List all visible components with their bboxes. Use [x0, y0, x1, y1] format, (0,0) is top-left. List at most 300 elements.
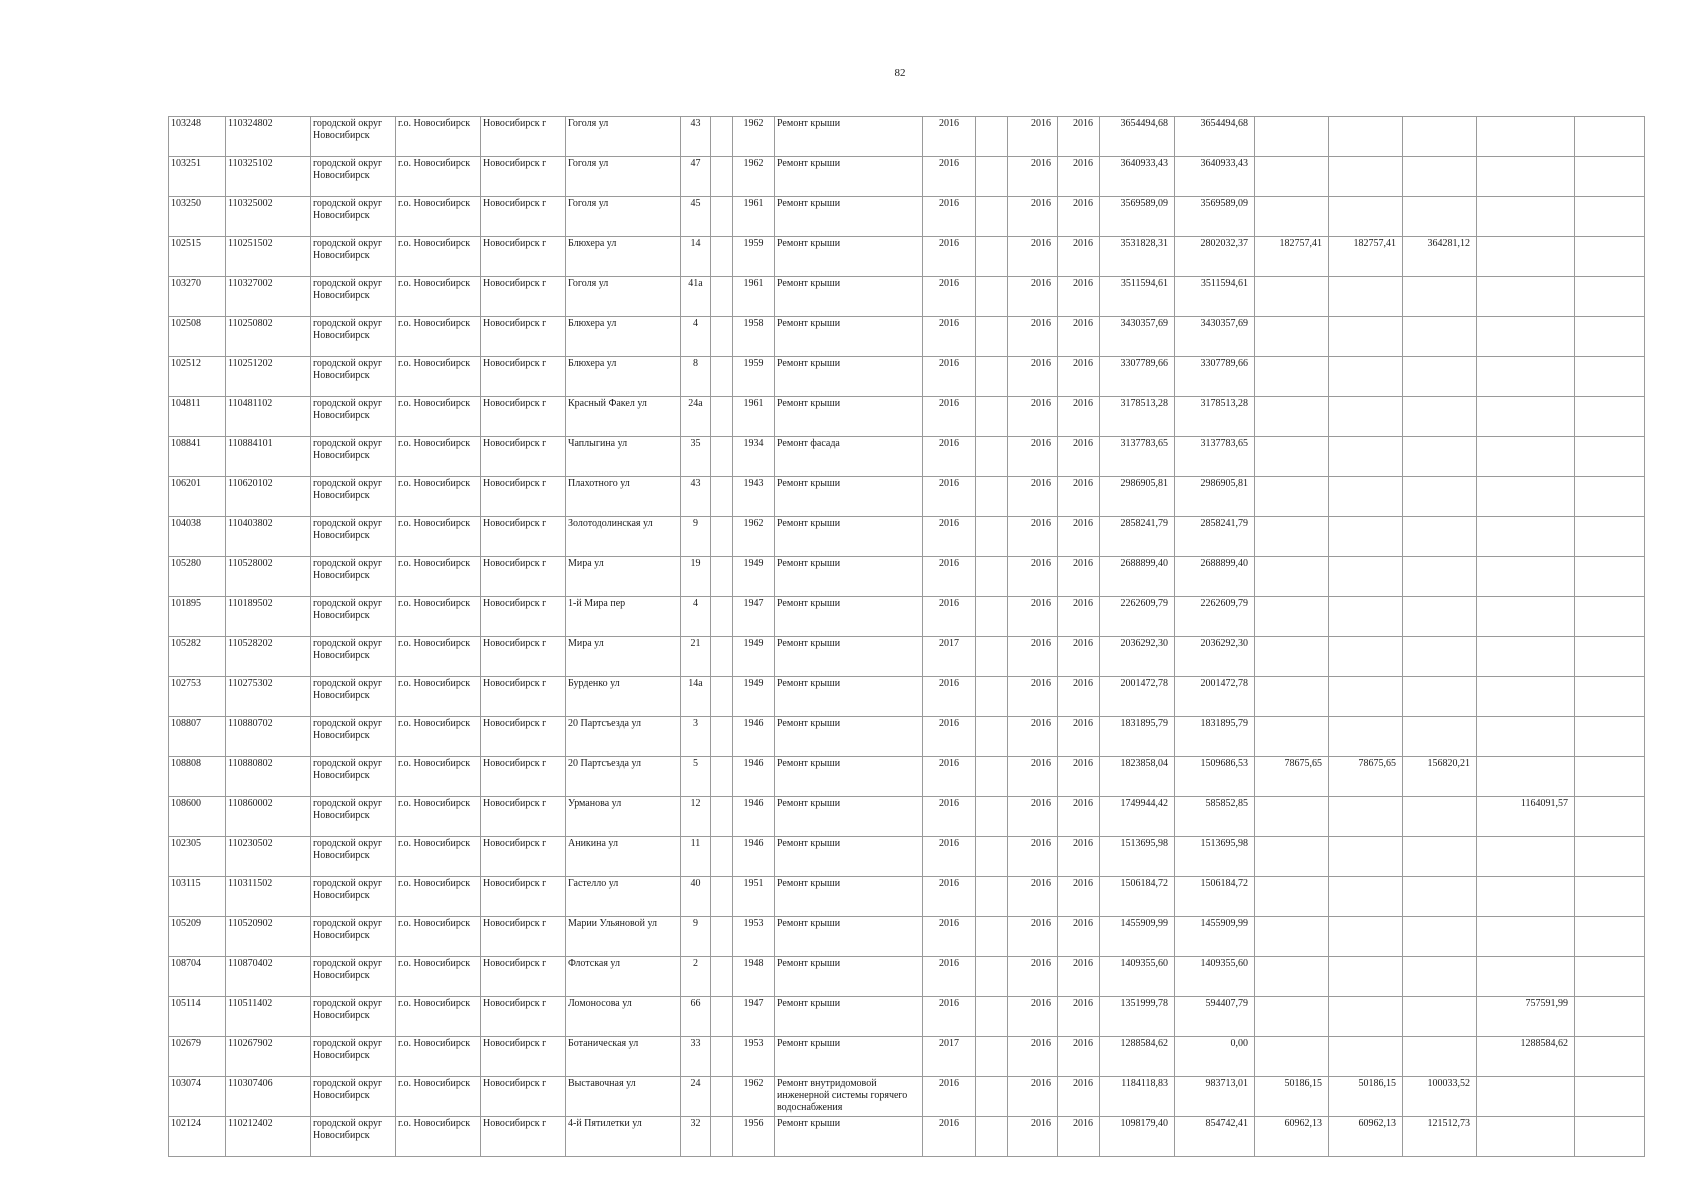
table-row [169, 837, 1645, 877]
plan-year-cell: 2016 [923, 117, 976, 157]
house-letter-cell [711, 597, 733, 637]
table-row [169, 1037, 1645, 1077]
total-cost-cell: 1513695,98 [1100, 837, 1175, 877]
build-year-cell: 1949 [733, 557, 775, 597]
record-code-cell: 110860002 [226, 797, 311, 837]
end-year-cell: 2016 [1058, 317, 1100, 357]
house-number-cell: 4 [681, 597, 711, 637]
house-letter-cell [711, 1037, 733, 1077]
regional-funds-cell [1329, 437, 1403, 477]
total-cost-cell: 3137783,65 [1100, 437, 1175, 477]
owner-funds-cell [1477, 197, 1575, 237]
blank-col-cell [976, 397, 1008, 437]
settlement-cell: Новосибирск г [481, 477, 566, 517]
regional-operator-funds-cell: 2001472,78 [1175, 677, 1255, 717]
object-id-cell: 105280 [169, 557, 226, 597]
work-type-cell: Ремонт крыши [775, 997, 923, 1037]
blank-col-cell [976, 717, 1008, 757]
table-row [169, 757, 1645, 797]
object-id-cell: 102124 [169, 1117, 226, 1157]
build-year-cell: 1962 [733, 1077, 775, 1117]
settlement-cell: Новосибирск г [481, 877, 566, 917]
settlement-cell: Новосибирск г [481, 517, 566, 557]
blank-col-cell [976, 277, 1008, 317]
plan-year-cell: 2016 [923, 157, 976, 197]
extra-col-cell [1575, 397, 1645, 437]
street-cell: 4-й Пятилетки ул [566, 1117, 681, 1157]
work-type-cell: Ремонт крыши [775, 1037, 923, 1077]
federal-funds-cell [1255, 557, 1329, 597]
federal-funds-cell: 182757,41 [1255, 237, 1329, 277]
house-number-cell: 19 [681, 557, 711, 597]
end-year-cell: 2016 [1058, 597, 1100, 637]
settlement-cell: Новосибирск г [481, 317, 566, 357]
blank-col-cell [976, 237, 1008, 277]
work-type-cell: Ремонт крыши [775, 317, 923, 357]
owner-funds-cell [1477, 357, 1575, 397]
house-letter-cell [711, 517, 733, 557]
federal-funds-cell [1255, 317, 1329, 357]
settlement-cell: Новосибирск г [481, 717, 566, 757]
extra-col-cell [1575, 877, 1645, 917]
owner-funds-cell [1477, 1077, 1575, 1117]
table-row [169, 957, 1645, 997]
record-code-cell: 110528202 [226, 637, 311, 677]
record-code-cell: 110520902 [226, 917, 311, 957]
house-letter-cell [711, 317, 733, 357]
total-cost-cell: 3654494,68 [1100, 117, 1175, 157]
house-number-cell: 12 [681, 797, 711, 837]
work-type-cell: Ремонт крыши [775, 477, 923, 517]
local-funds-cell [1403, 917, 1477, 957]
table-row [169, 917, 1645, 957]
regional-operator-funds-cell: 3307789,66 [1175, 357, 1255, 397]
federal-funds-cell [1255, 357, 1329, 397]
municipality-cell: г.о. Новосибирск [396, 557, 481, 597]
municipality-cell: г.о. Новосибирск [396, 837, 481, 877]
object-id-cell: 103250 [169, 197, 226, 237]
federal-funds-cell [1255, 997, 1329, 1037]
municipal-district-cell: городской округ Новосибирск [311, 637, 396, 677]
end-year-cell: 2016 [1058, 1077, 1100, 1117]
municipal-district-cell: городской округ Новосибирск [311, 1117, 396, 1157]
local-funds-cell [1403, 637, 1477, 677]
house-number-cell: 14 [681, 237, 711, 277]
owner-funds-cell [1477, 517, 1575, 557]
municipality-cell: г.о. Новосибирск [396, 717, 481, 757]
federal-funds-cell [1255, 917, 1329, 957]
start-year-cell: 2016 [1008, 277, 1058, 317]
street-cell: Аникина ул [566, 837, 681, 877]
owner-funds-cell [1477, 717, 1575, 757]
end-year-cell: 2016 [1058, 997, 1100, 1037]
house-number-cell: 5 [681, 757, 711, 797]
table-row [169, 397, 1645, 437]
regional-operator-funds-cell: 585852,85 [1175, 797, 1255, 837]
owner-funds-cell [1477, 597, 1575, 637]
regional-funds-cell [1329, 197, 1403, 237]
start-year-cell: 2016 [1008, 357, 1058, 397]
municipal-district-cell: городской округ Новосибирск [311, 517, 396, 557]
house-letter-cell [711, 757, 733, 797]
record-code-cell: 110620102 [226, 477, 311, 517]
record-code-cell: 110230502 [226, 837, 311, 877]
local-funds-cell [1403, 397, 1477, 437]
municipal-district-cell: городской округ Новосибирск [311, 317, 396, 357]
work-type-cell: Ремонт крыши [775, 677, 923, 717]
table-row [169, 157, 1645, 197]
work-type-cell: Ремонт крыши [775, 397, 923, 437]
municipal-district-cell: городской округ Новосибирск [311, 997, 396, 1037]
extra-col-cell [1575, 757, 1645, 797]
plan-year-cell: 2016 [923, 237, 976, 277]
settlement-cell: Новосибирск г [481, 637, 566, 677]
regional-operator-funds-cell: 2262609,79 [1175, 597, 1255, 637]
plan-year-cell: 2016 [923, 477, 976, 517]
regional-operator-funds-cell: 3569589,09 [1175, 197, 1255, 237]
local-funds-cell [1403, 117, 1477, 157]
owner-funds-cell [1477, 117, 1575, 157]
record-code-cell: 110189502 [226, 597, 311, 637]
object-id-cell: 102679 [169, 1037, 226, 1077]
municipal-district-cell: городской округ Новосибирск [311, 237, 396, 277]
plan-year-cell: 2016 [923, 957, 976, 997]
record-code-cell: 110884101 [226, 437, 311, 477]
regional-funds-cell [1329, 557, 1403, 597]
plan-year-cell: 2016 [923, 597, 976, 637]
house-letter-cell [711, 1117, 733, 1157]
local-funds-cell [1403, 317, 1477, 357]
street-cell: Золотодолинская ул [566, 517, 681, 557]
municipal-district-cell: городской округ Новосибирск [311, 877, 396, 917]
house-number-cell: 24а [681, 397, 711, 437]
regional-operator-funds-cell: 854742,41 [1175, 1117, 1255, 1157]
municipal-district-cell: городской округ Новосибирск [311, 197, 396, 237]
municipal-district-cell: городской округ Новосибирск [311, 357, 396, 397]
house-number-cell: 47 [681, 157, 711, 197]
municipal-district-cell: городской округ Новосибирск [311, 437, 396, 477]
end-year-cell: 2016 [1058, 757, 1100, 797]
municipal-district-cell: городской округ Новосибирск [311, 957, 396, 997]
start-year-cell: 2016 [1008, 637, 1058, 677]
table-row [169, 557, 1645, 597]
settlement-cell: Новосибирск г [481, 677, 566, 717]
settlement-cell: Новосибирск г [481, 557, 566, 597]
plan-year-cell: 2016 [923, 317, 976, 357]
record-code-cell: 110511402 [226, 997, 311, 1037]
federal-funds-cell [1255, 517, 1329, 557]
plan-year-cell: 2016 [923, 557, 976, 597]
regional-funds-cell [1329, 917, 1403, 957]
start-year-cell: 2016 [1008, 1077, 1058, 1117]
end-year-cell: 2016 [1058, 917, 1100, 957]
house-letter-cell [711, 717, 733, 757]
municipal-district-cell: городской округ Новосибирск [311, 1077, 396, 1117]
record-code-cell: 110250802 [226, 317, 311, 357]
object-id-cell: 108600 [169, 797, 226, 837]
municipal-district-cell: городской округ Новосибирск [311, 117, 396, 157]
owner-funds-cell: 1288584,62 [1477, 1037, 1575, 1077]
start-year-cell: 2016 [1008, 237, 1058, 277]
work-type-cell: Ремонт крыши [775, 877, 923, 917]
record-code-cell: 110324802 [226, 117, 311, 157]
record-code-cell: 110307406 [226, 1077, 311, 1117]
local-funds-cell: 156820,21 [1403, 757, 1477, 797]
municipal-district-cell: городской округ Новосибирск [311, 917, 396, 957]
object-id-cell: 102508 [169, 317, 226, 357]
blank-col-cell [976, 757, 1008, 797]
federal-funds-cell [1255, 437, 1329, 477]
extra-col-cell [1575, 677, 1645, 717]
build-year-cell: 1961 [733, 197, 775, 237]
total-cost-cell: 1749944,42 [1100, 797, 1175, 837]
municipal-district-cell: городской округ Новосибирск [311, 557, 396, 597]
municipality-cell: г.о. Новосибирск [396, 677, 481, 717]
blank-col-cell [976, 437, 1008, 477]
total-cost-cell: 2036292,30 [1100, 637, 1175, 677]
end-year-cell: 2016 [1058, 797, 1100, 837]
house-number-cell: 21 [681, 637, 711, 677]
settlement-cell: Новосибирск г [481, 1117, 566, 1157]
street-cell: Блюхера ул [566, 317, 681, 357]
regional-funds-cell [1329, 517, 1403, 557]
record-code-cell: 110311502 [226, 877, 311, 917]
work-type-cell: Ремонт крыши [775, 197, 923, 237]
object-id-cell: 108841 [169, 437, 226, 477]
plan-year-cell: 2016 [923, 1077, 976, 1117]
object-id-cell: 104038 [169, 517, 226, 557]
object-id-cell: 105114 [169, 997, 226, 1037]
build-year-cell: 1946 [733, 837, 775, 877]
extra-col-cell [1575, 837, 1645, 877]
extra-col-cell [1575, 157, 1645, 197]
house-letter-cell [711, 997, 733, 1037]
municipal-district-cell: городской округ Новосибирск [311, 1037, 396, 1077]
extra-col-cell [1575, 597, 1645, 637]
total-cost-cell: 1288584,62 [1100, 1037, 1175, 1077]
work-type-cell: Ремонт крыши [775, 757, 923, 797]
house-number-cell: 43 [681, 117, 711, 157]
federal-funds-cell: 78675,65 [1255, 757, 1329, 797]
settlement-cell: Новосибирск г [481, 997, 566, 1037]
settlement-cell: Новосибирск г [481, 957, 566, 997]
street-cell: Мира ул [566, 557, 681, 597]
work-type-cell: Ремонт крыши [775, 357, 923, 397]
house-letter-cell [711, 1077, 733, 1117]
table-row [169, 357, 1645, 397]
record-code-cell: 110325102 [226, 157, 311, 197]
federal-funds-cell [1255, 1037, 1329, 1077]
start-year-cell: 2016 [1008, 1037, 1058, 1077]
record-code-cell: 110212402 [226, 1117, 311, 1157]
settlement-cell: Новосибирск г [481, 117, 566, 157]
house-number-cell: 11 [681, 837, 711, 877]
local-funds-cell [1403, 557, 1477, 597]
street-cell: Ботаническая ул [566, 1037, 681, 1077]
extra-col-cell [1575, 317, 1645, 357]
end-year-cell: 2016 [1058, 877, 1100, 917]
page-number: 82 [894, 67, 906, 79]
plan-year-cell: 2016 [923, 677, 976, 717]
end-year-cell: 2016 [1058, 717, 1100, 757]
local-funds-cell [1403, 677, 1477, 717]
extra-col-cell [1575, 237, 1645, 277]
total-cost-cell: 1831895,79 [1100, 717, 1175, 757]
blank-col-cell [976, 597, 1008, 637]
extra-col-cell [1575, 437, 1645, 477]
street-cell: Гоголя ул [566, 117, 681, 157]
federal-funds-cell [1255, 637, 1329, 677]
regional-funds-cell [1329, 477, 1403, 517]
regional-operator-funds-cell: 2986905,81 [1175, 477, 1255, 517]
build-year-cell: 1953 [733, 917, 775, 957]
regional-operator-funds-cell: 2802032,37 [1175, 237, 1255, 277]
settlement-cell: Новосибирск г [481, 437, 566, 477]
plan-year-cell: 2016 [923, 197, 976, 237]
start-year-cell: 2016 [1008, 757, 1058, 797]
record-code-cell: 110528002 [226, 557, 311, 597]
settlement-cell: Новосибирск г [481, 397, 566, 437]
start-year-cell: 2016 [1008, 197, 1058, 237]
federal-funds-cell [1255, 197, 1329, 237]
regional-operator-funds-cell: 3137783,65 [1175, 437, 1255, 477]
end-year-cell: 2016 [1058, 957, 1100, 997]
house-letter-cell [711, 797, 733, 837]
total-cost-cell: 2001472,78 [1100, 677, 1175, 717]
end-year-cell: 2016 [1058, 197, 1100, 237]
house-letter-cell [711, 397, 733, 437]
blank-col-cell [976, 517, 1008, 557]
table-row [169, 317, 1645, 357]
settlement-cell: Новосибирск г [481, 837, 566, 877]
table-row [169, 877, 1645, 917]
house-number-cell: 66 [681, 997, 711, 1037]
blank-col-cell [976, 637, 1008, 677]
federal-funds-cell [1255, 477, 1329, 517]
settlement-cell: Новосибирск г [481, 757, 566, 797]
municipality-cell: г.о. Новосибирск [396, 157, 481, 197]
local-funds-cell [1403, 517, 1477, 557]
extra-col-cell [1575, 357, 1645, 397]
local-funds-cell: 121512,73 [1403, 1117, 1477, 1157]
extra-col-cell [1575, 797, 1645, 837]
record-code-cell: 110251502 [226, 237, 311, 277]
total-cost-cell: 1455909,99 [1100, 917, 1175, 957]
federal-funds-cell [1255, 797, 1329, 837]
house-letter-cell [711, 437, 733, 477]
table-row [169, 997, 1645, 1037]
house-letter-cell [711, 877, 733, 917]
build-year-cell: 1946 [733, 797, 775, 837]
blank-col-cell [976, 997, 1008, 1037]
owner-funds-cell [1477, 637, 1575, 677]
regional-operator-funds-cell: 594407,79 [1175, 997, 1255, 1037]
extra-col-cell [1575, 957, 1645, 997]
owner-funds-cell [1477, 917, 1575, 957]
street-cell: Гастелло ул [566, 877, 681, 917]
local-funds-cell [1403, 797, 1477, 837]
local-funds-cell [1403, 997, 1477, 1037]
start-year-cell: 2016 [1008, 917, 1058, 957]
owner-funds-cell: 1164091,57 [1477, 797, 1575, 837]
federal-funds-cell [1255, 397, 1329, 437]
end-year-cell: 2016 [1058, 397, 1100, 437]
blank-col-cell [976, 477, 1008, 517]
street-cell: Гоголя ул [566, 157, 681, 197]
table-row [169, 717, 1645, 757]
regional-operator-funds-cell: 2688899,40 [1175, 557, 1255, 597]
start-year-cell: 2016 [1008, 677, 1058, 717]
build-year-cell: 1959 [733, 357, 775, 397]
extra-col-cell [1575, 277, 1645, 317]
regional-funds-cell [1329, 597, 1403, 637]
object-id-cell: 105209 [169, 917, 226, 957]
blank-col-cell [976, 117, 1008, 157]
municipal-district-cell: городской округ Новосибирск [311, 597, 396, 637]
house-letter-cell [711, 637, 733, 677]
table-row [169, 437, 1645, 477]
house-letter-cell [711, 357, 733, 397]
extra-col-cell [1575, 477, 1645, 517]
municipality-cell: г.о. Новосибирск [396, 757, 481, 797]
house-letter-cell [711, 277, 733, 317]
municipality-cell: г.о. Новосибирск [396, 1077, 481, 1117]
build-year-cell: 1962 [733, 157, 775, 197]
total-cost-cell: 2986905,81 [1100, 477, 1175, 517]
work-type-cell: Ремонт крыши [775, 597, 923, 637]
build-year-cell: 1934 [733, 437, 775, 477]
regional-funds-cell [1329, 717, 1403, 757]
regional-funds-cell [1329, 117, 1403, 157]
build-year-cell: 1962 [733, 517, 775, 557]
record-code-cell: 110481102 [226, 397, 311, 437]
local-funds-cell [1403, 957, 1477, 997]
start-year-cell: 2016 [1008, 717, 1058, 757]
end-year-cell: 2016 [1058, 1037, 1100, 1077]
record-code-cell: 110327002 [226, 277, 311, 317]
start-year-cell: 2016 [1008, 397, 1058, 437]
blank-col-cell [976, 917, 1008, 957]
start-year-cell: 2016 [1008, 597, 1058, 637]
municipal-district-cell: городской округ Новосибирск [311, 717, 396, 757]
total-cost-cell: 2262609,79 [1100, 597, 1175, 637]
settlement-cell: Новосибирск г [481, 237, 566, 277]
municipality-cell: г.о. Новосибирск [396, 117, 481, 157]
end-year-cell: 2016 [1058, 1117, 1100, 1157]
local-funds-cell [1403, 877, 1477, 917]
work-type-cell: Ремонт крыши [775, 917, 923, 957]
house-number-cell: 24 [681, 1077, 711, 1117]
house-letter-cell [711, 157, 733, 197]
house-letter-cell [711, 237, 733, 277]
regional-funds-cell [1329, 317, 1403, 357]
object-id-cell: 101895 [169, 597, 226, 637]
municipality-cell: г.о. Новосибирск [396, 957, 481, 997]
regional-funds-cell [1329, 277, 1403, 317]
municipal-district-cell: городской округ Новосибирск [311, 797, 396, 837]
settlement-cell: Новосибирск г [481, 1077, 566, 1117]
municipal-district-cell: городской округ Новосибирск [311, 837, 396, 877]
extra-col-cell [1575, 197, 1645, 237]
house-number-cell: 32 [681, 1117, 711, 1157]
build-year-cell: 1946 [733, 717, 775, 757]
federal-funds-cell [1255, 677, 1329, 717]
municipality-cell: г.о. Новосибирск [396, 437, 481, 477]
regional-funds-cell [1329, 397, 1403, 437]
blank-col-cell [976, 197, 1008, 237]
table-row [169, 117, 1645, 157]
plan-year-cell: 2017 [923, 1037, 976, 1077]
